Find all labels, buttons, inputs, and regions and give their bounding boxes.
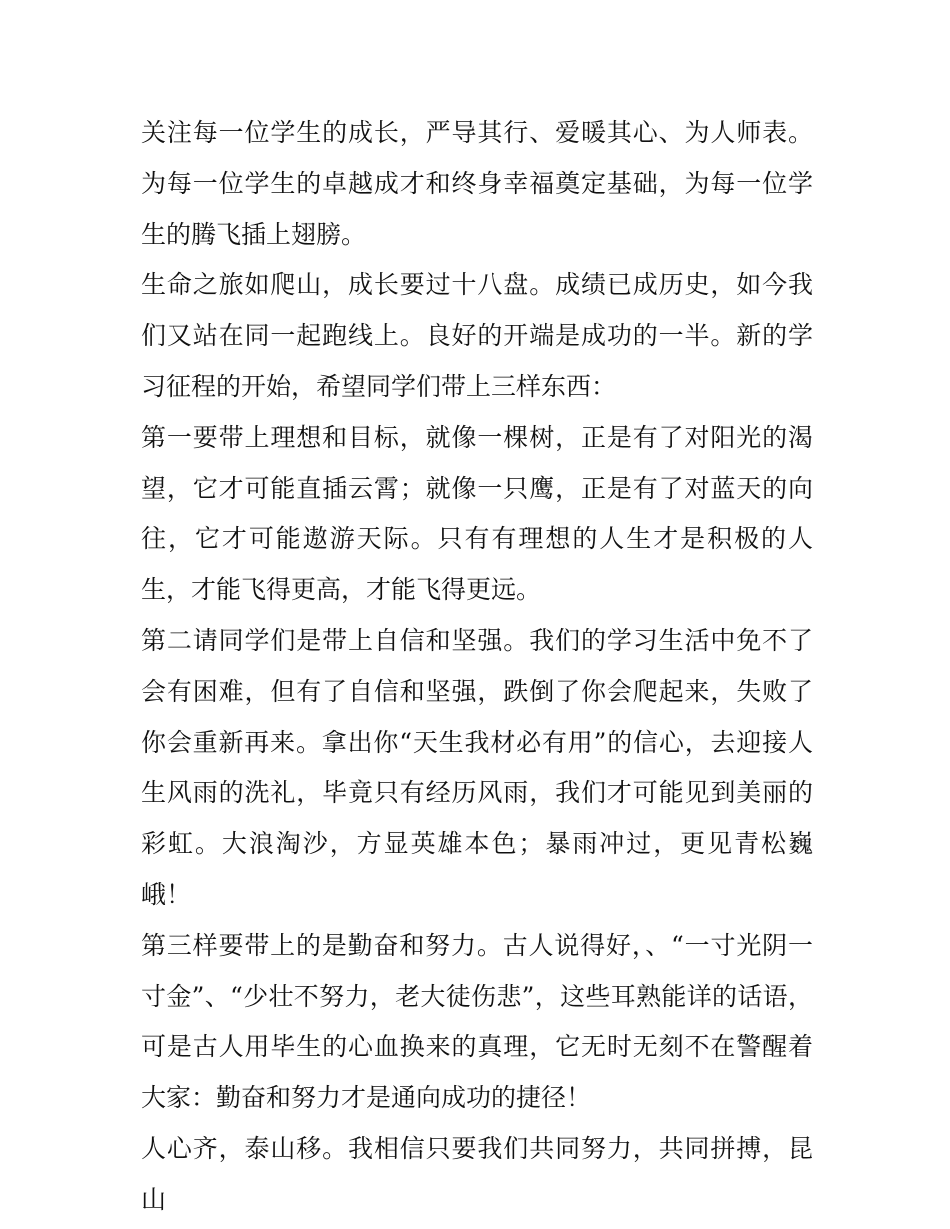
paragraph-unity: 人心齐，泰山移。我相信只要我们共同努力，共同拼搏，昆山 xyxy=(141,1133,813,1214)
paragraph-second-confidence: 第二请同学们是带上自信和坚强。我们的学习生活中免不了会有困难，但有了自信和坚强，跌倒了你会爬起来，失败了你会重新再来。拿出你“天生我材必有用”的信心，去迎接人生风雨的洗礼，毕竟只有经历风雨，我们才可能见到美丽的彩虹。大浪淘沙，方显英雄本色；暴雨冲过，更见青松巍峨！ xyxy=(141,625,813,909)
body-text xyxy=(141,108,813,1226)
paragraph-teacher-care: 关注每一位学生的成长，严导其行、爱暖其心、为人师表。为每一位学生的卓越成才和终身幸福奠定基础，为每一位学生的腾飞插上翅膀。 xyxy=(141,118,813,249)
paragraph-life-journey: 生命之旅如爬山，成长要过十八盘。成绩已成历史，如今我们又站在同一起跑线上。良好的开端是成功的一半。新的学习征程的开始，希望同学们带上三样东西： xyxy=(141,270,813,401)
paragraph-third-diligence: 第三样要带上的是勤奋和努力。古人说得好，、“一寸光阴一寸金”、“少壮不努力，老大徒伤悲”，这些耳熟能详的话语，可是古人用毕生的心血换来的真理，它无时无刻不在警醒着大家：勤奋和努力才是通向成功的捷径！ xyxy=(141,930,813,1113)
paragraph-first-ideals: 第一要带上理想和目标，就像一棵树，正是有了对阳光的渴望，它才可能直插云霄；就像一只鹰，正是有了对蓝天的向往，它才可能遨游天际。只有有理想的人生才是积极的人生，才能飞得更高，才能飞得更远。 xyxy=(141,422,813,605)
